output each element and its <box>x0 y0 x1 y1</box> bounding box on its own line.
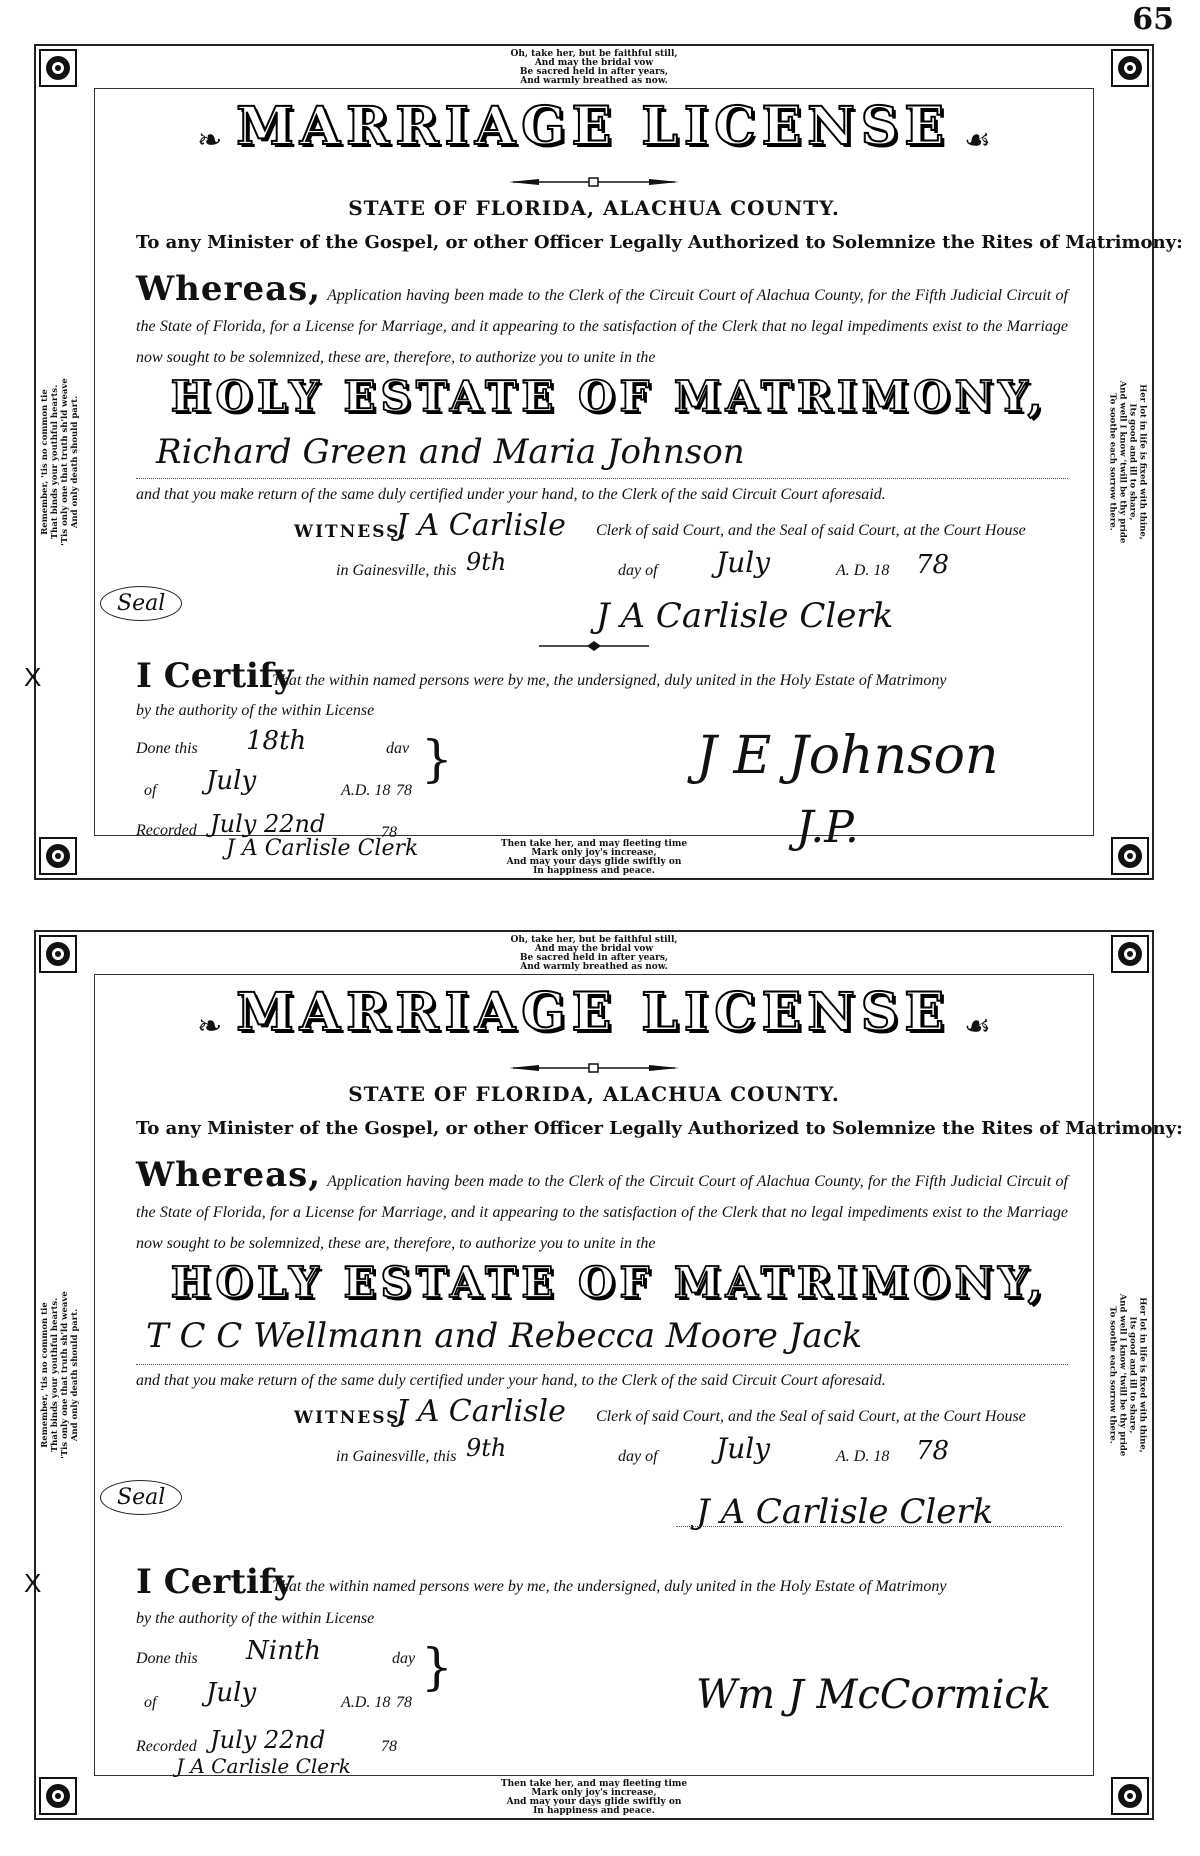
certify-authority: by the authority of the within License <box>136 1610 375 1627</box>
divider-rule-icon <box>539 640 649 652</box>
ad2-label: A.D. 18 <box>341 1694 391 1711</box>
witness-signature: J A Carlisle <box>396 1394 566 1429</box>
ad2-label: A.D. 18 <box>341 782 391 799</box>
page-number: 65 <box>1132 2 1174 37</box>
corner-ornament-icon <box>38 934 78 974</box>
brace-icon: } <box>421 730 453 788</box>
officiant-signature: Wm J McCormick <box>696 1672 1052 1718</box>
verse-left: Remember, 'tis no common tie That binds your youthful hearts. 'Tis only one that truth sh'ld weave And only death should part. <box>40 378 80 546</box>
brace-icon: } <box>421 1638 453 1696</box>
verse-bottom: Then take her, and may fleeting time Mark only joy's increase, And may your days glide swiftly on In happiness and peace. <box>500 839 688 876</box>
x-mark: X <box>24 662 42 692</box>
corner-ornament-icon <box>1110 836 1150 876</box>
officiant-signature: J E Johnson <box>696 726 999 786</box>
recorded-label: Recorded <box>136 822 197 839</box>
license-title: ❧ MARRIAGE LICENSE ☙ <box>197 982 991 1043</box>
couple-names: Richard Green and Maria Johnson <box>156 432 745 472</box>
address-line: To any Minister of the Gospel, or other Officer Legally Authorized to Solemnize the Rites of Matrimony: <box>136 232 1183 253</box>
clerk-signature: J A Carlisle Clerk <box>596 596 894 636</box>
done-month: July <box>206 766 257 796</box>
of-label: of <box>144 1694 157 1711</box>
gainesville-label: in Gainesville, this <box>336 1448 457 1465</box>
verse-bottom: Then take her, and may fleeting time Mark only joy's increase, And may your days glide swiftly on In happiness and peace. <box>500 1779 688 1816</box>
issued-year: 78 <box>916 550 950 580</box>
issued-day: 9th <box>466 1434 507 1462</box>
officiant-title: J.P. <box>796 802 859 853</box>
seal-mark: Seal <box>100 1480 182 1515</box>
recorded-date: July 22nd <box>210 1726 326 1754</box>
ad-label: A. D. 18 <box>836 562 890 579</box>
witness-label: WITNESS, <box>294 1408 408 1428</box>
recorded-signature: J A Carlisle Clerk <box>176 1754 351 1778</box>
seal-mark: Seal <box>100 586 182 621</box>
flourish-icon: ❧ <box>197 1009 223 1043</box>
corner-ornament-icon <box>1110 48 1150 88</box>
marriage-license-2 <box>24 930 1183 1820</box>
certify-label: I Certify <box>136 656 294 696</box>
verse-top: Oh, take her, but be faithful still, And may the bridal vow Be sacred held in after years, And warmly breathed as now. <box>510 49 678 86</box>
flourish-icon: ❧ <box>197 123 223 157</box>
done-year: 78 <box>396 782 412 799</box>
corner-ornament-icon <box>38 1776 78 1816</box>
recorded-year: 78 <box>381 1738 397 1755</box>
clerk-text: Clerk of said Court, and the Seal of said Court, at the Court House <box>596 522 1026 539</box>
corner-ornament-icon <box>38 836 78 876</box>
corner-ornament-icon <box>38 48 78 88</box>
clerk-line <box>676 1526 1062 1527</box>
certify-text: That the within named persons were by me, the undersigned, duly united in the Holy Estate of Matrimony <box>272 1578 947 1595</box>
recorded-label: Recorded <box>136 1738 197 1755</box>
couple-names: T C C Wellmann and Rebecca Moore Jack <box>146 1316 863 1356</box>
day-label: day <box>392 1650 416 1667</box>
verse-left: Remember, 'tis no common tie That binds your youthful hearts. 'Tis only one that truth sh'ld weave And only death should part. <box>40 1291 80 1459</box>
day-label: dav <box>386 740 410 757</box>
application-text: Whereas, Application having been made to the Clerk of the Circuit Court of Alachua County, for the Fifth Judicial Circuit of the State of Florida, for a License for Marriage, and it appearing to the satisfaction of the Clerk that no legal impediments exist to the Marriage now sought to be solemnized, these are, therefore, to authorize you to unite in the <box>136 269 1068 366</box>
arrow-rule-icon <box>509 1062 679 1074</box>
verse-right: Her lot in life is fixed with thine, Its good and ill to share, And well I know 'twill be thy pride To soothe each sorrow there. <box>1108 380 1148 544</box>
gainesville-label: in Gainesville, this <box>336 562 457 579</box>
done-month: July <box>206 1678 257 1708</box>
return-text: and that you make return of the same duly certified under your hand, to the Clerk of the said Circuit Court aforesaid. <box>136 486 886 503</box>
arrow-rule-icon <box>509 176 679 188</box>
done-day: Ninth <box>246 1636 322 1666</box>
done-this-label: Done this <box>136 740 198 757</box>
license-title: ❧ MARRIAGE LICENSE ☙ <box>197 96 991 157</box>
recorded-signature: J A Carlisle Clerk <box>226 836 419 861</box>
application-text: Whereas, Application having been made to the Clerk of the Circuit Court of Alachua County, for the Fifth Judicial Circuit of the State of Florida, for a License for Marriage, and it appearing to the satisfaction of the Clerk that no legal impediments exist to the Marriage now sought to be solemnized, these are, therefore, to authorize you to unite in the <box>136 1155 1068 1252</box>
corner-ornament-icon <box>1110 934 1150 974</box>
recorded-year: 78 <box>381 824 397 841</box>
state-heading: STATE OF FLORIDA, ALACHUA COUNTY. <box>348 196 840 220</box>
issued-month: July <box>716 546 771 579</box>
witness-label: WITNESS, <box>294 522 408 542</box>
done-day: 18th <box>246 726 307 756</box>
day-of-label: day of <box>618 562 658 579</box>
witness-signature: J A Carlisle <box>396 508 566 543</box>
done-this-label: Done this <box>136 1650 198 1667</box>
verse-top: Oh, take her, but be faithful still, And may the bridal vow Be sacred held in after years, And warmly breathed as now. <box>510 935 678 972</box>
x-mark: X <box>24 1568 42 1598</box>
flourish-icon: ☙ <box>964 1009 991 1043</box>
holy-estate-heading: HOLY ESTATE OF MATRIMONY, <box>170 1258 1048 1307</box>
whereas-label: Whereas, <box>136 269 322 309</box>
clerk-text: Clerk of said Court, and the Seal of said Court, at the Court House <box>596 1408 1026 1425</box>
ad-label: A. D. 18 <box>836 1448 890 1465</box>
flourish-icon: ☙ <box>964 123 991 157</box>
marriage-license-1 <box>24 44 1183 880</box>
state-heading: STATE OF FLORIDA, ALACHUA COUNTY. <box>348 1082 840 1106</box>
return-text: and that you make return of the same duly certified under your hand, to the Clerk of the said Circuit Court aforesaid. <box>136 1372 886 1389</box>
day-of-label: day of <box>618 1448 658 1465</box>
done-year: 78 <box>396 1694 412 1711</box>
verse-right: Her lot in life is fixed with thine, Its good and ill to share, And well I know 'twill be thy pride To soothe each sorrow there. <box>1108 1293 1148 1457</box>
clerk-signature: J A Carlisle Clerk <box>696 1492 994 1532</box>
corner-ornament-icon <box>1110 1776 1150 1816</box>
holy-estate-heading: HOLY ESTATE OF MATRIMONY, <box>170 372 1048 421</box>
issued-day: 9th <box>466 548 507 576</box>
whereas-label: Whereas, <box>136 1155 322 1195</box>
certify-label: I Certify <box>136 1562 294 1602</box>
address-line: To any Minister of the Gospel, or other Officer Legally Authorized to Solemnize the Rites of Matrimony: <box>136 1118 1183 1139</box>
issued-year: 78 <box>916 1436 950 1466</box>
issued-month: July <box>716 1432 771 1465</box>
certify-authority: by the authority of the within License <box>136 702 375 719</box>
certify-text: That the within named persons were by me, the undersigned, duly united in the Holy Estate of Matrimony <box>272 672 947 689</box>
of-label: of <box>144 782 157 799</box>
recorded-date: July 22nd <box>210 810 326 838</box>
